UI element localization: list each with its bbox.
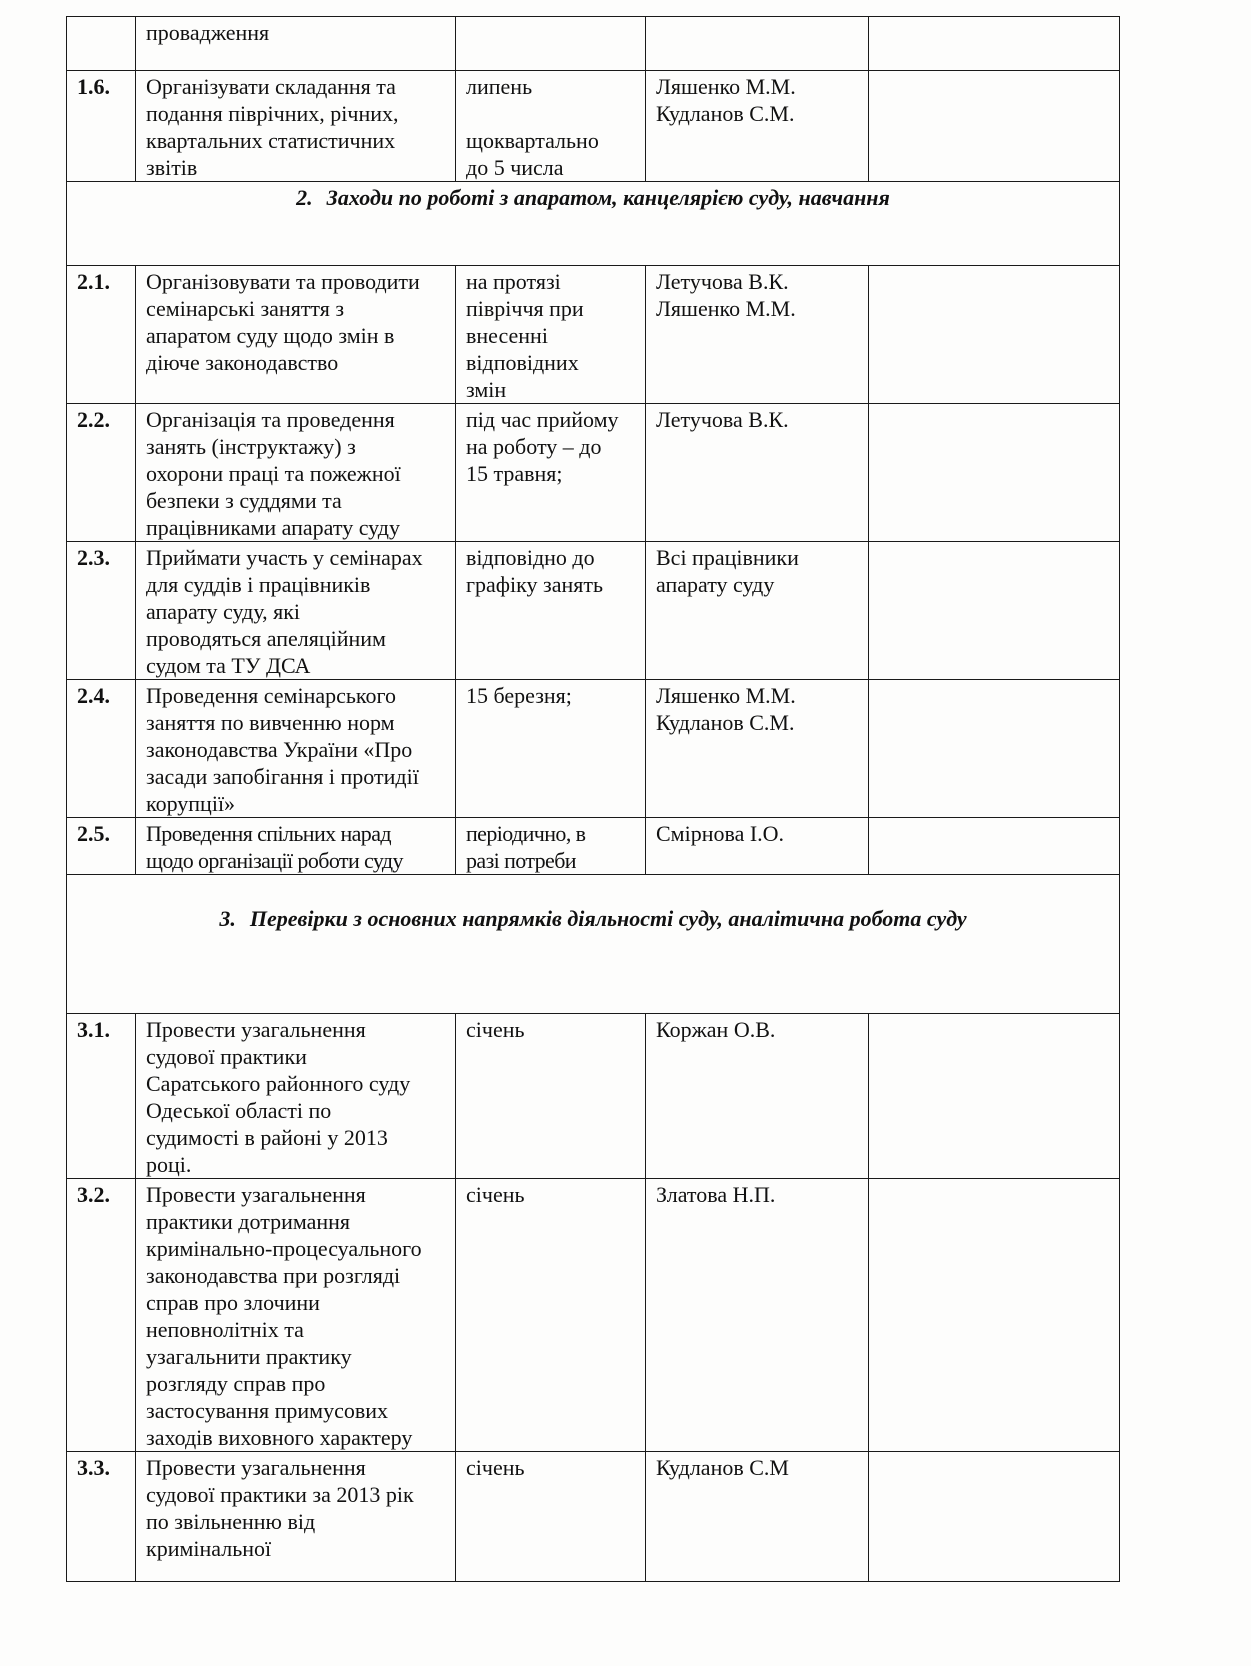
task-line: для суддів і працівників xyxy=(146,572,371,597)
responsible-cell xyxy=(646,17,869,71)
term-cell xyxy=(456,1014,646,1179)
term-line: 15 березня; xyxy=(466,683,572,708)
task-line: Одеської області по xyxy=(146,1098,332,1123)
note-cell xyxy=(869,542,1120,680)
task-line: Саратського районного суду xyxy=(146,1071,411,1096)
task-line: розгляду справ про xyxy=(146,1371,326,1396)
responsible-line: Смірнова І.О. xyxy=(656,821,785,846)
table-row xyxy=(67,818,1120,875)
section-heading-row xyxy=(67,875,1120,1014)
note-cell xyxy=(869,17,1120,71)
term-line: 15 травня; xyxy=(466,461,563,486)
term-line: січень xyxy=(466,1455,525,1480)
task-line: узагальнити практику xyxy=(146,1344,352,1369)
row-number: 3.1. xyxy=(67,1014,136,1179)
task-line: апаратом суду щодо змін в xyxy=(146,323,395,348)
table-row xyxy=(67,266,1120,404)
responsible-cell xyxy=(646,404,869,542)
table-row xyxy=(67,1452,1120,1582)
responsible-cell xyxy=(646,818,869,875)
note-cell xyxy=(869,71,1120,182)
row-number: 2.5. xyxy=(67,818,136,875)
responsible-cell xyxy=(646,680,869,818)
term-line: відповідних xyxy=(466,350,579,375)
task-line: квартальних статистичних xyxy=(146,128,396,153)
note-cell xyxy=(869,266,1120,404)
note-cell xyxy=(869,1179,1120,1452)
term-line: щоквартально xyxy=(466,128,599,153)
task-line: Організація та проведення xyxy=(146,407,395,432)
section-number: 2. xyxy=(296,185,313,210)
term-cell xyxy=(456,1452,646,1582)
term-line: відповідно до xyxy=(466,545,595,570)
row-number: 2.2. xyxy=(67,404,136,542)
task-line: апарату суду, які xyxy=(146,599,301,624)
row-number: 1.6. xyxy=(67,71,136,182)
task-line: застосування примусових xyxy=(146,1398,388,1423)
responsible-line: Коржан О.В. xyxy=(656,1017,776,1042)
task-line: законодавства України «Про xyxy=(146,737,413,762)
section-heading xyxy=(67,182,1120,266)
responsible-line: Ляшенко М.М. xyxy=(656,683,796,708)
responsible-line: Летучова В.К. xyxy=(656,407,789,432)
task-line: практики дотримання xyxy=(146,1209,351,1234)
task-line: Організувати складання та xyxy=(146,74,396,99)
responsible-cell xyxy=(646,266,869,404)
responsible-line: апарату суду xyxy=(656,572,775,597)
task-cell xyxy=(136,1014,456,1179)
task-line: звітів xyxy=(146,155,198,180)
task-line: судом та ТУ ДСА xyxy=(146,653,311,678)
row-number: 3.3. xyxy=(67,1452,136,1582)
note-cell xyxy=(869,404,1120,542)
note-cell xyxy=(869,818,1120,875)
term-line: півріччя при xyxy=(466,296,584,321)
work-plan-table xyxy=(66,16,1120,1582)
responsible-line: Кудланов С.М xyxy=(656,1455,789,1480)
term-cell xyxy=(456,818,646,875)
note-cell xyxy=(869,1014,1120,1179)
row-number xyxy=(67,17,136,71)
row-number: 2.1. xyxy=(67,266,136,404)
term-line: внесенні xyxy=(466,323,548,348)
task-line: Приймати участь у семінарах xyxy=(146,545,423,570)
task-line: судової практики за 2013 рік xyxy=(146,1482,414,1507)
term-line: графіку занять xyxy=(466,572,604,597)
task-cell xyxy=(136,542,456,680)
term-line: на протязі xyxy=(466,269,561,294)
task-line: засади запобігання і протидії xyxy=(146,764,419,789)
term-cell xyxy=(456,404,646,542)
section-title: Заходи по роботі з апаратом, канцелярією суду, навчання xyxy=(326,185,890,210)
table-row xyxy=(67,1179,1120,1452)
term-spacer xyxy=(466,100,635,127)
responsible-cell xyxy=(646,542,869,680)
note-cell xyxy=(869,1452,1120,1582)
task-line: справ про злочини xyxy=(146,1290,320,1315)
table-row xyxy=(67,680,1120,818)
section-number: 3. xyxy=(219,906,236,931)
task-line: по звільненню від xyxy=(146,1509,316,1534)
task-line: охорони праці та пожежної xyxy=(146,461,401,486)
term-cell xyxy=(456,17,646,71)
task-line: Провести узагальнення xyxy=(146,1182,366,1207)
table-row xyxy=(67,542,1120,680)
term-line: на роботу – до xyxy=(466,434,602,459)
term-line: січень xyxy=(466,1182,525,1207)
term-line: липень xyxy=(466,74,533,99)
task-line: занять (інструктажу) з xyxy=(146,434,356,459)
term-line: періодично, в xyxy=(466,821,586,846)
task-line: проводяться апеляційним xyxy=(146,626,386,651)
task-cell xyxy=(136,71,456,182)
task-cell xyxy=(136,266,456,404)
responsible-line: Ляшенко М.М. xyxy=(656,296,796,321)
term-cell xyxy=(456,542,646,680)
row-number: 3.2. xyxy=(67,1179,136,1452)
term-line: до 5 числа xyxy=(466,155,564,180)
task-cell xyxy=(136,818,456,875)
responsible-line: Летучова В.К. xyxy=(656,269,789,294)
task-line: Провести узагальнення xyxy=(146,1017,366,1042)
term-line: під час прийому xyxy=(466,407,619,432)
task-line: заходів виховного характеру xyxy=(146,1425,413,1450)
term-line: січень xyxy=(466,1017,525,1042)
task-line: кримінально-процесуального xyxy=(146,1236,422,1261)
term-cell xyxy=(456,1179,646,1452)
task-line: Проведення семінарського xyxy=(146,683,396,708)
responsible-cell xyxy=(646,1452,869,1582)
task-line: році. xyxy=(146,1152,192,1177)
responsible-cell xyxy=(646,1014,869,1179)
responsible-cell xyxy=(646,1179,869,1452)
responsible-cell xyxy=(646,71,869,182)
responsible-line: Всі працівники xyxy=(656,545,799,570)
section-heading-row xyxy=(67,182,1120,266)
responsible-line: Ляшенко М.М. xyxy=(656,74,796,99)
note-cell xyxy=(869,680,1120,818)
task-cell xyxy=(136,1179,456,1452)
responsible-line: Златова Н.П. xyxy=(656,1182,776,1207)
task-line: заняття по вивченню норм xyxy=(146,710,395,735)
task-line: семінарські заняття з xyxy=(146,296,345,321)
term-cell xyxy=(456,71,646,182)
responsible-line: Кудланов С.М. xyxy=(656,710,795,735)
task-line: Проведення спільних нарад xyxy=(146,821,391,846)
term-cell xyxy=(456,680,646,818)
task-line: подання піврічних, річних, xyxy=(146,101,399,126)
task-line: Провести узагальнення xyxy=(146,1455,366,1480)
task-line: неповнолітніх та xyxy=(146,1317,304,1342)
term-line: змін xyxy=(466,377,507,402)
task-line: судимості в районі у 2013 xyxy=(146,1125,388,1150)
row-number: 2.4. xyxy=(67,680,136,818)
section-heading xyxy=(67,875,1120,1014)
term-line: разі потреби xyxy=(466,848,576,873)
responsible-line: Кудланов С.М. xyxy=(656,101,795,126)
table-row xyxy=(67,71,1120,182)
task-line: корупції» xyxy=(146,791,236,816)
task-line: судової практики xyxy=(146,1044,307,1069)
table-row xyxy=(67,17,1120,71)
task-line: кримінальної xyxy=(146,1536,272,1561)
task-line: діюче законодавство xyxy=(146,350,339,375)
task-cell xyxy=(136,404,456,542)
task-line: Організовувати та проводити xyxy=(146,269,420,294)
table-row xyxy=(67,404,1120,542)
task-line: працівниками апарату суду xyxy=(146,515,400,540)
task-cell xyxy=(136,17,456,71)
task-cell xyxy=(136,680,456,818)
task-line: провадження xyxy=(146,20,270,45)
term-cell xyxy=(456,266,646,404)
section-title: Перевірки з основних напрямків діяльності суду, аналітична робота суду xyxy=(249,906,967,931)
task-line: щодо організації роботи суду xyxy=(146,848,403,873)
task-line: безпеки з суддями та xyxy=(146,488,342,513)
table-row xyxy=(67,1014,1120,1179)
task-line: законодавства при розгляді xyxy=(146,1263,401,1288)
task-cell xyxy=(136,1452,456,1582)
row-number: 2.3. xyxy=(67,542,136,680)
